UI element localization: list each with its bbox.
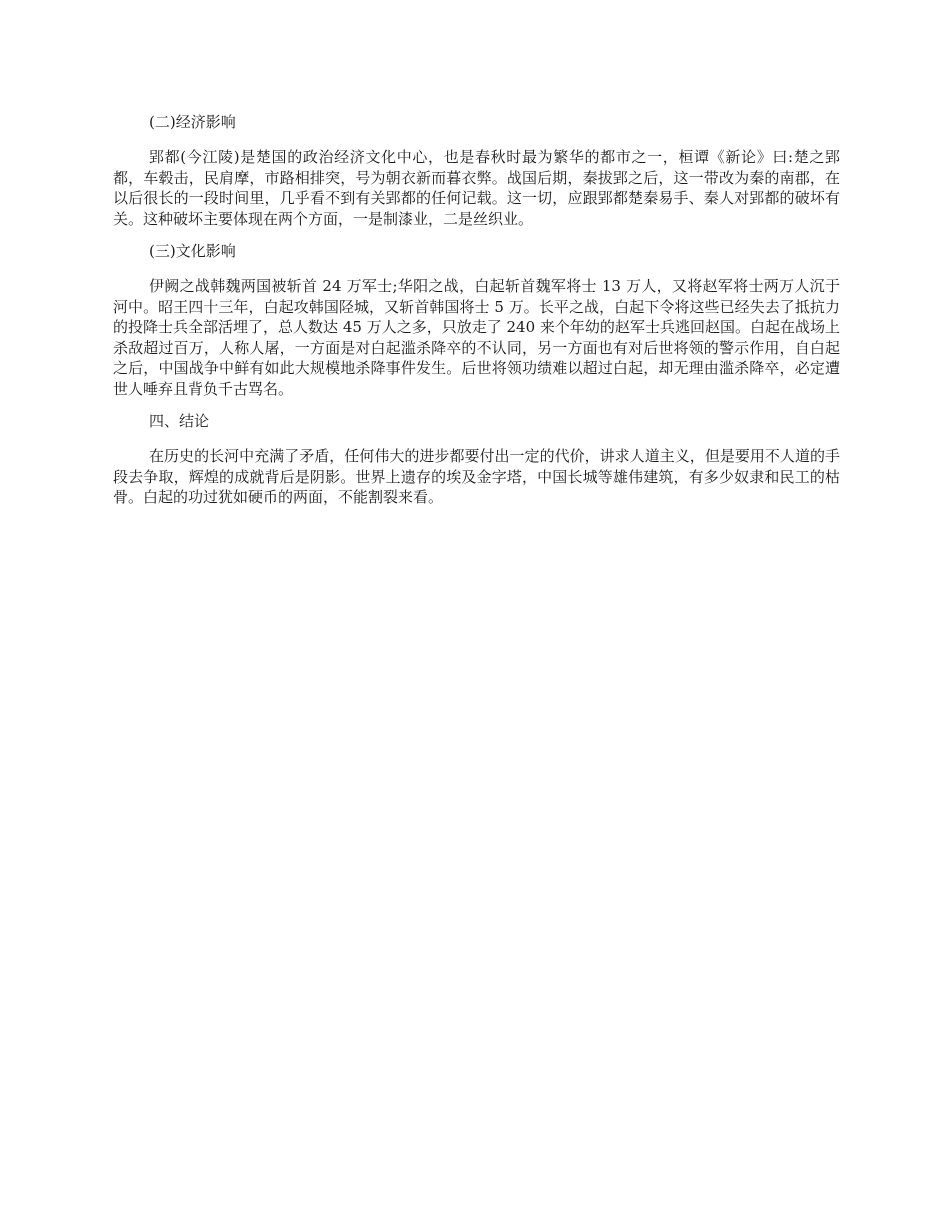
section-paragraph: 在历史的长河中充满了矛盾，任何伟大的进步都要付出一定的代价，讲求人道主义，但是要用不人道的手段去争取，辉煌的成就背后是阴影。世界上遗存的埃及金字塔，中国长城等雄伟建筑，有多少奴隶和民工的枯骨。白起的功过犹如硬币的两面，不能割裂来看。 bbox=[113, 447, 840, 506]
section-heading: (二)经济影响 bbox=[149, 113, 236, 131]
section-paragraph: 郢都(今江陵)是楚国的政治经济文化中心，也是春秋时最为繁华的都市之一，桓谭《新论》曰:楚之郢都，车毂击，民肩摩，市路相排突，号为朝衣新而暮衣弊。战国后期，秦拔郢之后，这一带改为秦的南郡，在以后很长的一段时间里，几乎看不到有关郢都的任何记载。这一切，应跟郢都楚秦易手、秦人对郢都的破坏有关。这种破坏主要体现在两个方面，一是制漆业，二是丝织业。 bbox=[113, 148, 840, 228]
section-economic-impact bbox=[113, 112, 840, 229]
section-conclusion bbox=[113, 411, 840, 508]
section-heading: 四、结论 bbox=[149, 412, 210, 430]
section-paragraph: 伊阙之战韩魏两国被斩首 24 万军士;华阳之战，白起斩首魏军将士 13 万人，又将赵军将士两万人沉于河中。昭王四十三年，白起攻韩国陉城，又斩首韩国将士 5 万。长平之战，白起下令将这些已经失去了抵抗力的投降士兵全部活埋了，总人数达 45 万人之多，只放走了 240 来个年幼的赵军士兵逃回赵国。白起在战场上杀敌超过百万，人称人屠，一方面是对白起滥杀降卒的不认同，另一方面也有对后世将领的警示作用，自白起之后，中国战争中鲜有如此大规模地杀降事件发生。后世将领功绩难以超过白起，却无理由滥杀降卒，必定遭世人唾弃且背负千古骂名。 bbox=[113, 277, 840, 398]
section-heading: (三)文化影响 bbox=[149, 242, 236, 260]
section-cultural-impact bbox=[113, 241, 840, 399]
document-page bbox=[113, 112, 840, 520]
